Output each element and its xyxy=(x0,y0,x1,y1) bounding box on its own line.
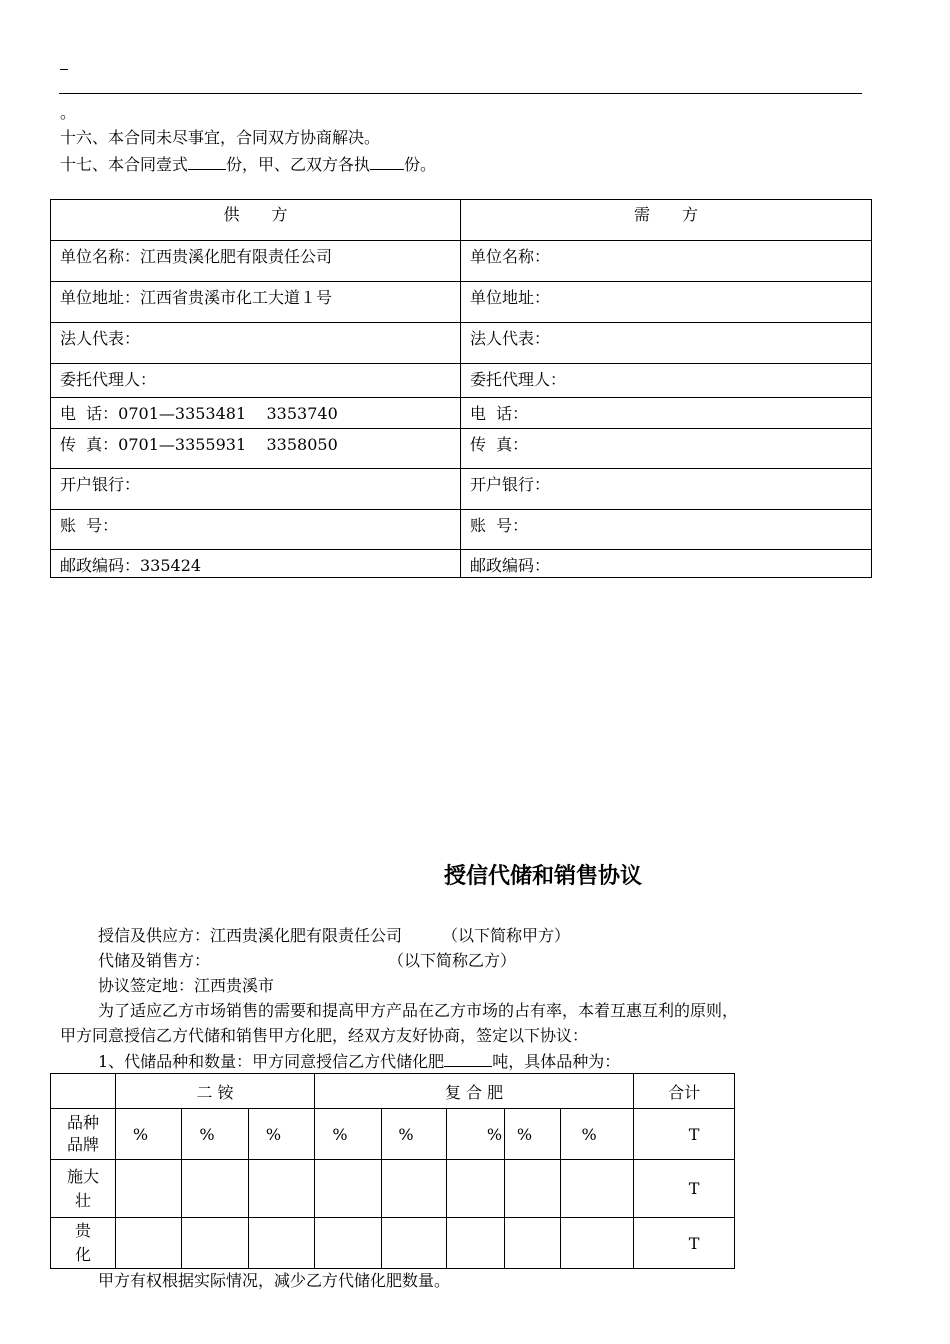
compound-header: 复 合 肥 xyxy=(315,1074,634,1109)
top-dash-mark xyxy=(60,69,68,70)
data-cell xyxy=(447,1160,505,1218)
supplier-address: 单位地址：江西省贵溪市化工大道１号 xyxy=(51,282,461,323)
supplier-header: 供 方 xyxy=(51,200,461,241)
supplier-account: 账 号： xyxy=(51,510,461,550)
buyer-account: 账 号： xyxy=(461,510,872,550)
final-note: 甲方有权根据实际情况，减少乙方代储化肥数量。 xyxy=(98,1271,451,1290)
copies-blank xyxy=(188,153,226,170)
para1-line2: 甲方同意授信乙方代储和销售甲方化肥，经双方友好协商，签定以下协议： xyxy=(60,1026,589,1045)
corner-cell xyxy=(51,1074,116,1109)
agreement-title: 授信代储和销售协议 xyxy=(444,864,643,889)
pct-cell: % xyxy=(315,1109,382,1160)
data-cell xyxy=(382,1160,447,1218)
buyer-unit-name: 单位名称： xyxy=(461,241,872,282)
data-cell xyxy=(315,1218,382,1269)
buyer-fax: 传 真： xyxy=(461,429,872,469)
party-table xyxy=(50,199,872,578)
buyer-legal-rep: 法人代表： xyxy=(461,323,872,364)
supplier-bank: 开户银行： xyxy=(51,469,461,510)
data-cell xyxy=(249,1218,315,1269)
header-rule xyxy=(59,93,862,94)
pct-cell: % xyxy=(505,1109,561,1160)
data-cell xyxy=(116,1218,182,1269)
total-cell: T xyxy=(634,1218,735,1269)
supplier-phone: 电 话：0701—3353481 3353740 xyxy=(51,398,461,429)
data-cell xyxy=(382,1218,447,1269)
clause-17: 十七、本合同壹式 份，甲、乙双方各执 份。 xyxy=(60,155,437,174)
data-cell xyxy=(182,1218,249,1269)
supplier-line: 授信及供应方：江西贵溪化肥有限责任公司 （以下简称甲方） xyxy=(98,926,571,945)
data-cell xyxy=(182,1160,249,1218)
pct-cell: % xyxy=(447,1109,505,1160)
buyer-bank: 开户银行： xyxy=(461,469,872,510)
pct-cell: % xyxy=(116,1109,182,1160)
buyer-address: 单位地址： xyxy=(461,282,872,323)
buyer-phone: 电 话： xyxy=(461,398,872,429)
supplier-unit-name: 单位名称：江西贵溪化肥有限责任公司 xyxy=(51,241,461,282)
supplier-postcode: 邮政编码：335424 xyxy=(51,550,461,578)
pct-cell: % xyxy=(561,1109,634,1160)
data-cell xyxy=(505,1218,561,1269)
supplier-legal-rep: 法人代表： xyxy=(51,323,461,364)
data-cell xyxy=(505,1160,561,1218)
signing-place: 协议签定地：江西贵溪市 xyxy=(98,976,275,995)
row-label-shidazhuang: 施大 壮 xyxy=(51,1160,116,1218)
period-mark: 。 xyxy=(60,103,77,122)
buyer-agent: 委托代理人： xyxy=(461,364,872,398)
supplier-agent: 委托代理人： xyxy=(51,364,461,398)
data-cell xyxy=(561,1218,634,1269)
data-cell xyxy=(561,1160,634,1218)
total-header: 合计 xyxy=(634,1074,735,1109)
row-label-variety-brand: 品种 品牌 xyxy=(51,1109,116,1160)
row-label-guihua: 贵 化 xyxy=(51,1218,116,1269)
pct-cell: % xyxy=(249,1109,315,1160)
para1-line1: 为了适应乙方市场销售的需要和提高甲方产品在乙方市场的占有率，本着互惠互利的原则， xyxy=(98,1001,739,1020)
tonnage-blank xyxy=(444,1050,492,1067)
supplier-fax: 传 真：0701—3355931 3358050 xyxy=(51,429,461,469)
buyer-postcode: 邮政编码： xyxy=(461,550,872,578)
data-cell xyxy=(116,1160,182,1218)
storer-line: 代储及销售方： （以下简称乙方） xyxy=(98,951,517,970)
data-cell xyxy=(315,1160,382,1218)
item1-line: 1、代储品种和数量：甲方同意授信乙方代储化肥 吨，具体品种为： xyxy=(98,1052,621,1071)
total-cell: T xyxy=(634,1160,735,1218)
clause-16: 十六、本合同未尽事宜，合同双方协商解决。 xyxy=(60,128,381,147)
data-cell xyxy=(447,1218,505,1269)
pct-cell: % xyxy=(382,1109,447,1160)
copies-each-blank xyxy=(370,153,404,170)
total-cell: T xyxy=(634,1109,735,1160)
dap-header: 二 铵 xyxy=(116,1074,315,1109)
data-cell xyxy=(249,1160,315,1218)
buyer-header: 需 方 xyxy=(461,200,872,241)
variety-table xyxy=(50,1073,735,1269)
pct-cell: % xyxy=(182,1109,249,1160)
